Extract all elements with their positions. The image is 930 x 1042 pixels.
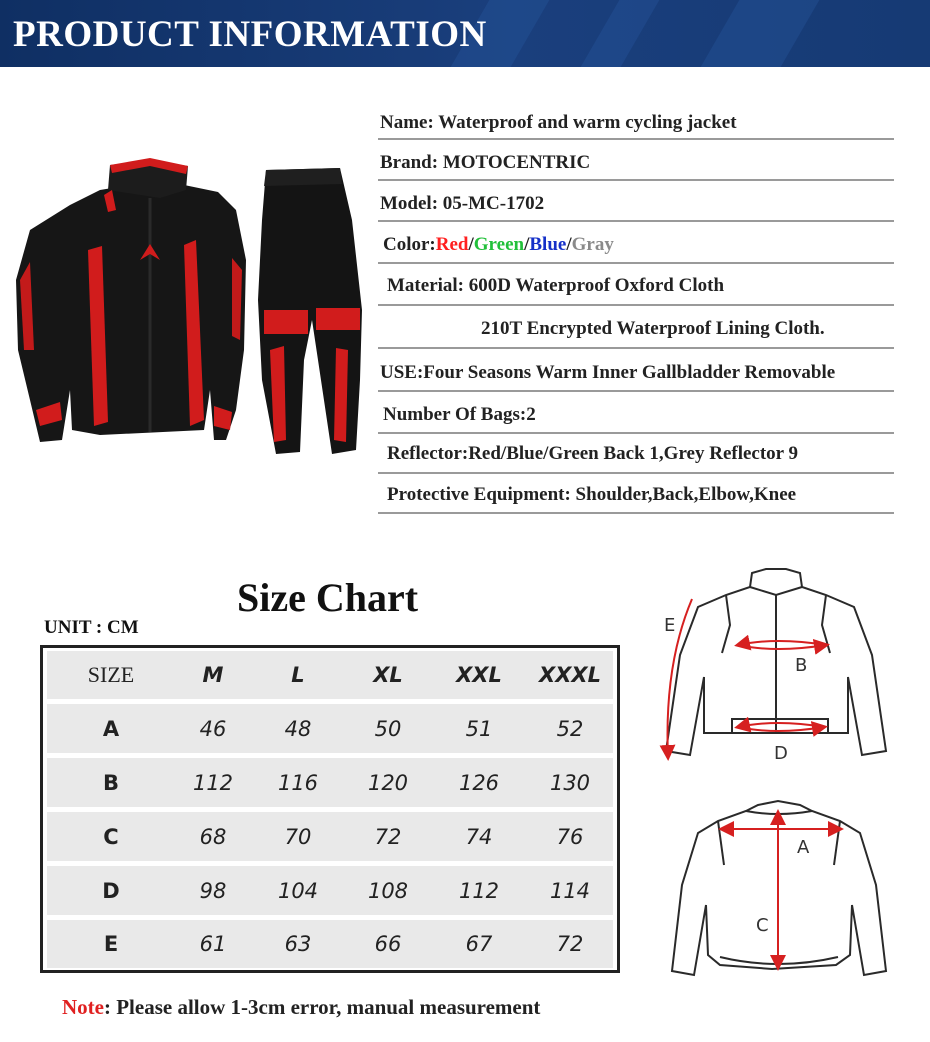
table-cell: 108 bbox=[367, 878, 409, 903]
header-cell: XL bbox=[373, 663, 403, 687]
table-cell: 116 bbox=[277, 770, 319, 795]
table-cell: 70 bbox=[284, 824, 312, 849]
table-row bbox=[47, 704, 613, 753]
table-cell: 120 bbox=[367, 770, 409, 795]
info-material: Material: 600D Waterproof Oxford Cloth bbox=[387, 275, 725, 296]
jacket-illustration bbox=[16, 158, 246, 442]
color-blue: Blue bbox=[529, 234, 567, 255]
table-cell: 51 bbox=[465, 716, 493, 741]
header-cell: XXL bbox=[456, 663, 502, 687]
banner-title: PRODUCT INFORMATION bbox=[13, 14, 487, 55]
diagram-label-a: A bbox=[797, 837, 810, 858]
row-label: E bbox=[103, 932, 119, 956]
front-jacket-diagram bbox=[640, 565, 910, 775]
table-cell: 114 bbox=[549, 878, 591, 903]
table-cell: 74 bbox=[465, 824, 493, 849]
diagram-label-b: B bbox=[795, 655, 808, 676]
row-label: D bbox=[102, 878, 120, 903]
header-cell: SIZE bbox=[87, 662, 135, 687]
info-color: Color:Red/Green/Blue/Gray bbox=[383, 234, 614, 255]
table-cell: 46 bbox=[199, 716, 227, 741]
divider bbox=[378, 304, 894, 306]
table-row bbox=[47, 866, 613, 915]
info-bags: Number Of Bags:2 bbox=[383, 404, 536, 425]
divider bbox=[378, 390, 894, 392]
row-label: B bbox=[102, 770, 119, 795]
info-brand: Brand: MOTOCENTRIC bbox=[380, 152, 591, 173]
table-cell: 98 bbox=[199, 878, 227, 903]
color-green: Green bbox=[473, 234, 525, 255]
divider bbox=[378, 347, 894, 349]
table-cell: 63 bbox=[284, 932, 312, 956]
header-cell: L bbox=[291, 663, 305, 687]
color-label: Color: bbox=[383, 234, 436, 255]
info-protective: Protective Equipment: Shoulder,Back,Elbow,Knee bbox=[387, 484, 797, 505]
table-cell: 66 bbox=[374, 932, 402, 956]
divider bbox=[378, 262, 894, 264]
table-cell: 72 bbox=[556, 932, 584, 956]
diagram-label-d: D bbox=[774, 743, 788, 764]
table-cell: 67 bbox=[465, 932, 493, 956]
table-cell: 76 bbox=[556, 824, 584, 849]
note bbox=[62, 995, 540, 1020]
color-red: Red bbox=[435, 234, 469, 255]
back-jacket-diagram bbox=[660, 795, 910, 995]
table-cell: 50 bbox=[374, 716, 402, 741]
size-chart-title: Size Chart bbox=[237, 575, 419, 620]
unit-label: UNIT : CM bbox=[44, 617, 139, 638]
divider bbox=[378, 472, 894, 474]
diagram-label-e: E bbox=[664, 615, 676, 636]
note-label: Note bbox=[62, 995, 104, 1019]
diagram-label-c: C bbox=[756, 915, 769, 936]
info-use: USE:Four Seasons Warm Inner Gallbladder Removable bbox=[380, 362, 836, 383]
divider bbox=[378, 179, 894, 181]
row-label: A bbox=[102, 716, 120, 741]
table-cell: 126 bbox=[458, 770, 500, 795]
divider bbox=[378, 138, 894, 140]
divider bbox=[378, 220, 894, 222]
info-reflector: Reflector:Red/Blue/Green Back 1,Grey Reflector 9 bbox=[387, 443, 799, 464]
table-cell: 61 bbox=[199, 932, 227, 956]
header-banner bbox=[0, 0, 930, 67]
table-cell: 68 bbox=[199, 824, 227, 849]
note-text: : Please allow 1-3cm error, manual measurement bbox=[103, 995, 541, 1019]
header-cell: M bbox=[202, 663, 224, 687]
table-cell: 112 bbox=[458, 878, 500, 903]
table-cell: 112 bbox=[192, 770, 234, 795]
table-row bbox=[47, 920, 613, 968]
table-header-row bbox=[47, 651, 613, 699]
table-row bbox=[47, 758, 613, 807]
color-gray: Gray bbox=[571, 234, 614, 255]
table-cell: 72 bbox=[374, 824, 402, 849]
row-label: C bbox=[103, 824, 119, 849]
divider bbox=[378, 512, 894, 514]
divider bbox=[378, 432, 894, 434]
header-cell: XXXL bbox=[539, 663, 601, 687]
info-lining: 210T Encrypted Waterproof Lining Cloth. bbox=[481, 318, 825, 339]
info-name: Name: Waterproof and warm cycling jacket bbox=[380, 112, 737, 133]
size-table bbox=[40, 645, 620, 973]
table-cell: 104 bbox=[277, 878, 319, 903]
info-model: Model: 05-MC-1702 bbox=[380, 193, 545, 214]
product-image bbox=[0, 150, 370, 480]
table-cell: 52 bbox=[556, 716, 584, 741]
table-cell: 130 bbox=[549, 770, 591, 795]
table-cell: 48 bbox=[284, 716, 312, 741]
table-row bbox=[47, 812, 613, 861]
pants-illustration bbox=[258, 168, 362, 454]
